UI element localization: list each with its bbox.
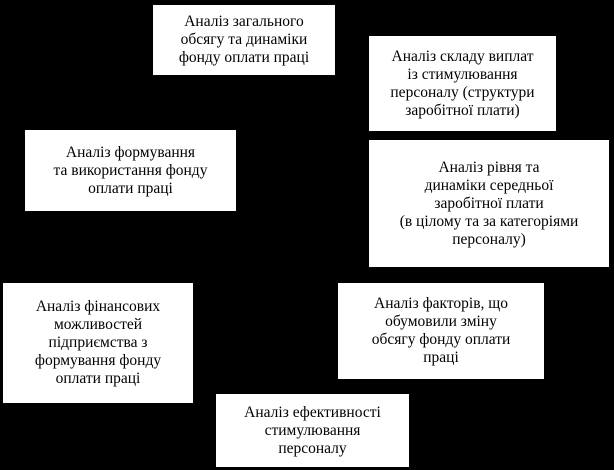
box-text: Аналіз загального обсягу та динаміки фонду оплати праці — [178, 13, 310, 66]
box-fund-formation-usage-analysis — [25, 130, 236, 211]
box-text: Аналіз ефективності стимулювання персоналу — [244, 403, 381, 457]
box-change-factors-analysis — [338, 283, 544, 379]
box-incentive-payments-structure-analysis — [369, 36, 556, 131]
box-text: Аналіз формування та використання фонду оплати праці — [53, 143, 208, 197]
box-average-wage-analysis — [369, 140, 609, 267]
box-total-fund-volume-analysis — [153, 5, 335, 75]
box-financial-capacity-analysis — [3, 283, 193, 403]
box-incentive-efficiency-analysis — [216, 394, 409, 467]
box-text: Аналіз фінансових можливостей підприємства з формування фонду оплати праці — [34, 298, 162, 387]
box-text: Аналіз складу виплат із стимулювання персоналу (структури заробітної плати) — [390, 47, 535, 119]
box-text: Аналіз рівня та динаміки середньої заробітної плати (в цілому та за категоріями персоналу) — [399, 158, 579, 248]
box-text: Аналіз факторів, що обумовили зміну обсягу фонду оплати праці — [371, 295, 511, 366]
